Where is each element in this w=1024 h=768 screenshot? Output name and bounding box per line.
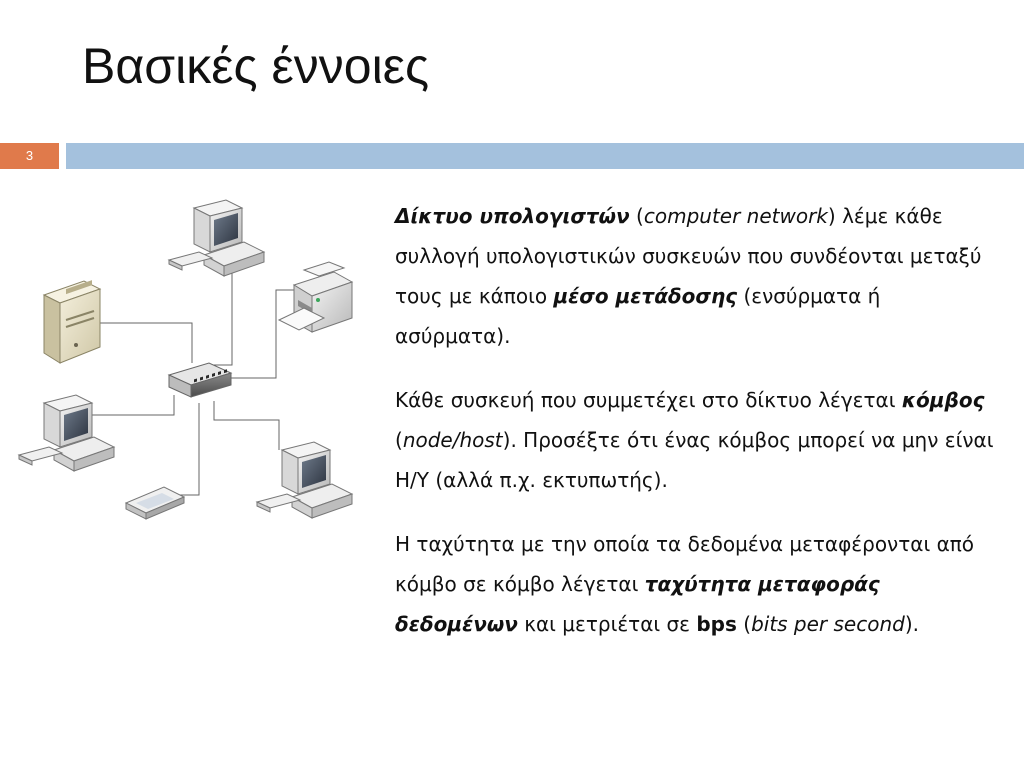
server-icon — [44, 280, 100, 363]
text-fragment: ( — [395, 428, 403, 452]
network-diagram — [14, 195, 358, 530]
paragraph-data-rate — [395, 524, 995, 644]
text-fragment: Η ταχύτητα με την οποία τα δεδομένα μεταφέρονται από κόμβο σε κόμβο λέγεται — [395, 532, 975, 596]
printer-icon — [279, 262, 352, 332]
text-fragment: Κάθε συσκευή που συμμετέχει στο δίκτυο λέγεται — [395, 388, 902, 412]
desktop-computer-icon-right — [257, 442, 352, 518]
text-fragment: ( — [629, 204, 644, 228]
term-data-transfer-rate: ταχύτητα μεταφοράς δεδομένων — [395, 572, 880, 636]
slide-body — [395, 196, 995, 644]
cable-right-computer — [214, 401, 279, 450]
cable-left-computer — [79, 395, 174, 415]
text-fragment: ( — [736, 612, 752, 636]
term-transmission-medium: μέσο μετάδοσης — [553, 284, 738, 308]
cable-scanner — [164, 403, 199, 495]
term-english-node-host: node/host — [402, 428, 503, 452]
term-english-computer-network: computer network — [643, 204, 828, 228]
scanner-icon — [126, 487, 184, 519]
desktop-computer-icon-top — [169, 200, 264, 276]
paragraph-computer-network — [395, 196, 995, 356]
text-fragment: ). Προσέξτε ότι ένας κόμβος μπορεί να μην είναι Η/Υ (αλλά π.χ. εκτυπωτής). — [395, 428, 994, 492]
header-divider-bar — [66, 143, 1024, 169]
text-fragment: και μετριέται σε — [517, 612, 697, 636]
term-computer-network: Δίκτυο υπολογιστών — [395, 204, 630, 228]
text-fragment: (ενσύρματα ή ασύρματα). — [395, 284, 881, 348]
slide-number: 3 — [0, 143, 59, 169]
cable-server — [94, 323, 192, 363]
text-fragment: ) λέμε κάθε συλλογή υπολογιστικών συσκευών που συνδέονται μεταξύ τους με κάποιο — [395, 204, 982, 308]
text-fragment: ). — [904, 612, 920, 636]
network-switch-icon — [169, 363, 231, 397]
slide-title: Βασικές έννοιες — [82, 38, 430, 94]
paragraph-node — [395, 380, 995, 500]
term-bps: bps — [696, 612, 737, 636]
desktop-computer-icon-left — [19, 395, 114, 471]
term-node: κόμβος — [901, 388, 985, 412]
term-bits-per-second: bits per second — [751, 612, 905, 636]
